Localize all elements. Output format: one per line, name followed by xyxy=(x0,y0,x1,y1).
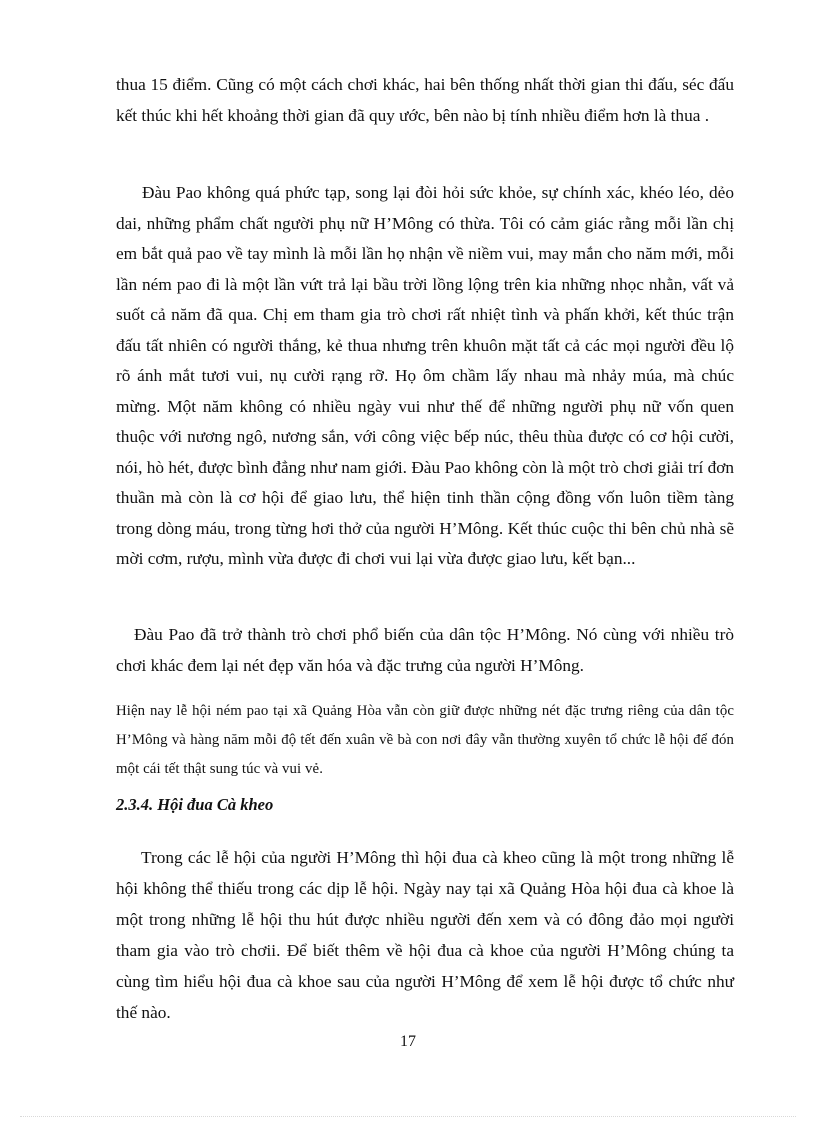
paragraph-dau-pao-popularity: Đàu Pao đã trở thành trò chơi phổ biến của dân tộc H’Mông. Nó cùng với nhiều trò chơi khác đem lại nét đẹp văn hóa và đặc trưng của người H’Mông. xyxy=(116,625,734,675)
paragraph-stilt-race-intro: Trong các lễ hội của người H’Mông thì hội đua cà kheo cũng là một trong những lễ hội không thể thiếu trong các dịp lễ hội. Ngày nay tại xã Quảng Hòa hội đua cà khoe là một trong những lễ hội thu hút được nhiều người đến xem và có đông đảo mọi người tham gia vào trò chơii. Để biết thêm về hội đua cà khoe của người H’Mông chúng ta cùng tìm hiểu hội đua cà khoe sau của người H’Mông để xem lễ hội được tổ chức như thế nào. xyxy=(116,848,734,1022)
paragraph-continuation: thua 15 điểm. Cũng có một cách chơi khác, hai bên thống nhất thời gian thi đấu, séc đấu kết thúc khi hết khoảng thời gian đã quy ước, bên nào bị tính nhiều điểm hơn là thua . xyxy=(116,75,734,125)
paragraph-quang-hoa-festival: Hiện nay lễ hội ném pao tại xã Quảng Hòa vẫn còn giữ được những nét đặc trưng riêng của dân tộc H’Mông và hàng năm mỗi độ tết đến xuân về bà con nơi đây vẫn thường xuyên tổ chức lễ hội để đón một cái tết thật sung túc và vui vẻ. xyxy=(116,703,734,777)
section-heading: 2.3.4. Hội đua Cà kheo xyxy=(116,795,274,814)
paragraph-dau-pao-description: Đàu Pao không quá phức tạp, song lại đòi hỏi sức khỏe, sự chính xác, khéo léo, dẻo dai, những phẩm chất người phụ nữ H’Mông có thừa. Tôi có cảm giác rằng mỗi lần chị em bắt quả pao về tay mình là mỗi lần họ nhận về niềm vui, may mắn cho năm mới, mỗi lần ném pao đi là một lần vứt trả lại bầu trời lồng lộng trên kia những nhọc nhằn, vất vả suốt cả năm đã qua. Chị em tham gia trò chơi rất nhiệt tình và phấn khởi, kết thúc trận đấu tất nhiên có người thắng, kẻ thua nhưng trên khuôn mặt tất cả các mọi người đều lộ rõ ánh mắt tươi vui, nụ cười rạng rỡ. Họ ôm chầm lấy nhau mà nhảy múa, mà chúc mừng. Một năm không có nhiều ngày vui như thế để những người phụ nữ vốn quen thuộc với nương ngô, nương sắn, với công việc bếp núc, thêu thùa được có cơ hội cười, nói, hò hét, được bình đẳng như nam giới. Đàu Pao không còn là một trò chơi giải trí đơn thuần mà còn là cơ hội để giao lưu, thể hiện tinh thần cộng đồng vốn luôn tiềm tàng trong dòng máu, trong từng hơi thở của người H’Mông. Kết thúc cuộc thi bên chủ nhà sẽ mời cơm, rượu, mình vừa được đi chơi vui lại vừa được giao lưu, kết bạn... xyxy=(116,183,734,568)
page-bottom-divider xyxy=(20,1116,796,1117)
page-number: 17 xyxy=(400,1033,416,1050)
